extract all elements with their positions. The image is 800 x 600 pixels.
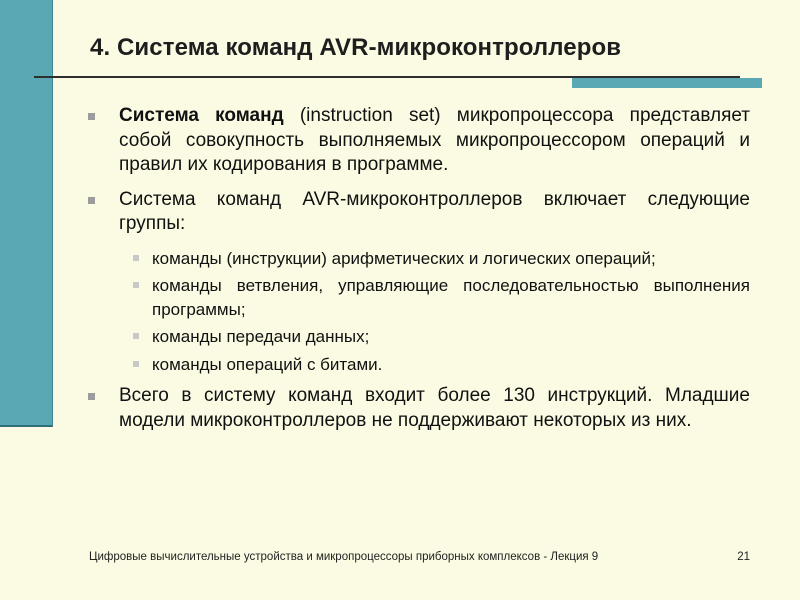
page-number: 21 [737,551,750,563]
groups-sublist [88,247,750,377]
sub-item-branch [88,274,750,321]
square-bullet-icon [88,113,95,120]
slide-content [88,104,750,443]
sub-item-transfer [88,325,750,349]
slide-title: 4. Система команд AVR-микроконтроллеров [90,34,622,61]
sub-item-text: команды (инструкции) арифметических и логических операций; [152,248,656,268]
square-bullet-icon [88,197,95,204]
bullet-text: Всего в систему команд входит более 130 инструкций. Младшие модели микроконтроллеров не поддерживают некоторых из них. [119,385,750,431]
square-subbullet-icon [133,333,139,339]
bullet-text: Система команд AVR-микроконтроллеров включает следующие группы: [119,188,750,234]
sub-item-arithmetic [88,247,750,271]
sub-item-bits [88,353,750,377]
square-subbullet-icon [133,255,139,261]
sub-item-text: команды ветвления, управляющие последовательностью выполнения программы; [152,276,750,319]
square-bullet-icon [88,393,95,400]
sub-item-text: команды передачи данных; [152,327,370,346]
square-subbullet-icon [133,282,139,288]
left-accent-bar [0,0,53,427]
title-accent-bar [572,78,762,88]
bullet-groups [88,188,750,237]
bullet-total [88,384,750,433]
footer-text: Цифровые вычислительные устройства и микропроцессоры приборных комплексов - Лекция 9 [89,551,599,563]
sub-item-text: команды операций с битами. [152,354,383,374]
bullet-bold-term: Система команд [119,105,284,126]
bullet-text: (instruction set) микропроцессора представляет собой совокупность выполняемых микропроцессором операций и правил их кодирования в программе. [119,105,750,175]
bullet-instruction-set [88,104,750,178]
square-subbullet-icon [133,361,139,367]
